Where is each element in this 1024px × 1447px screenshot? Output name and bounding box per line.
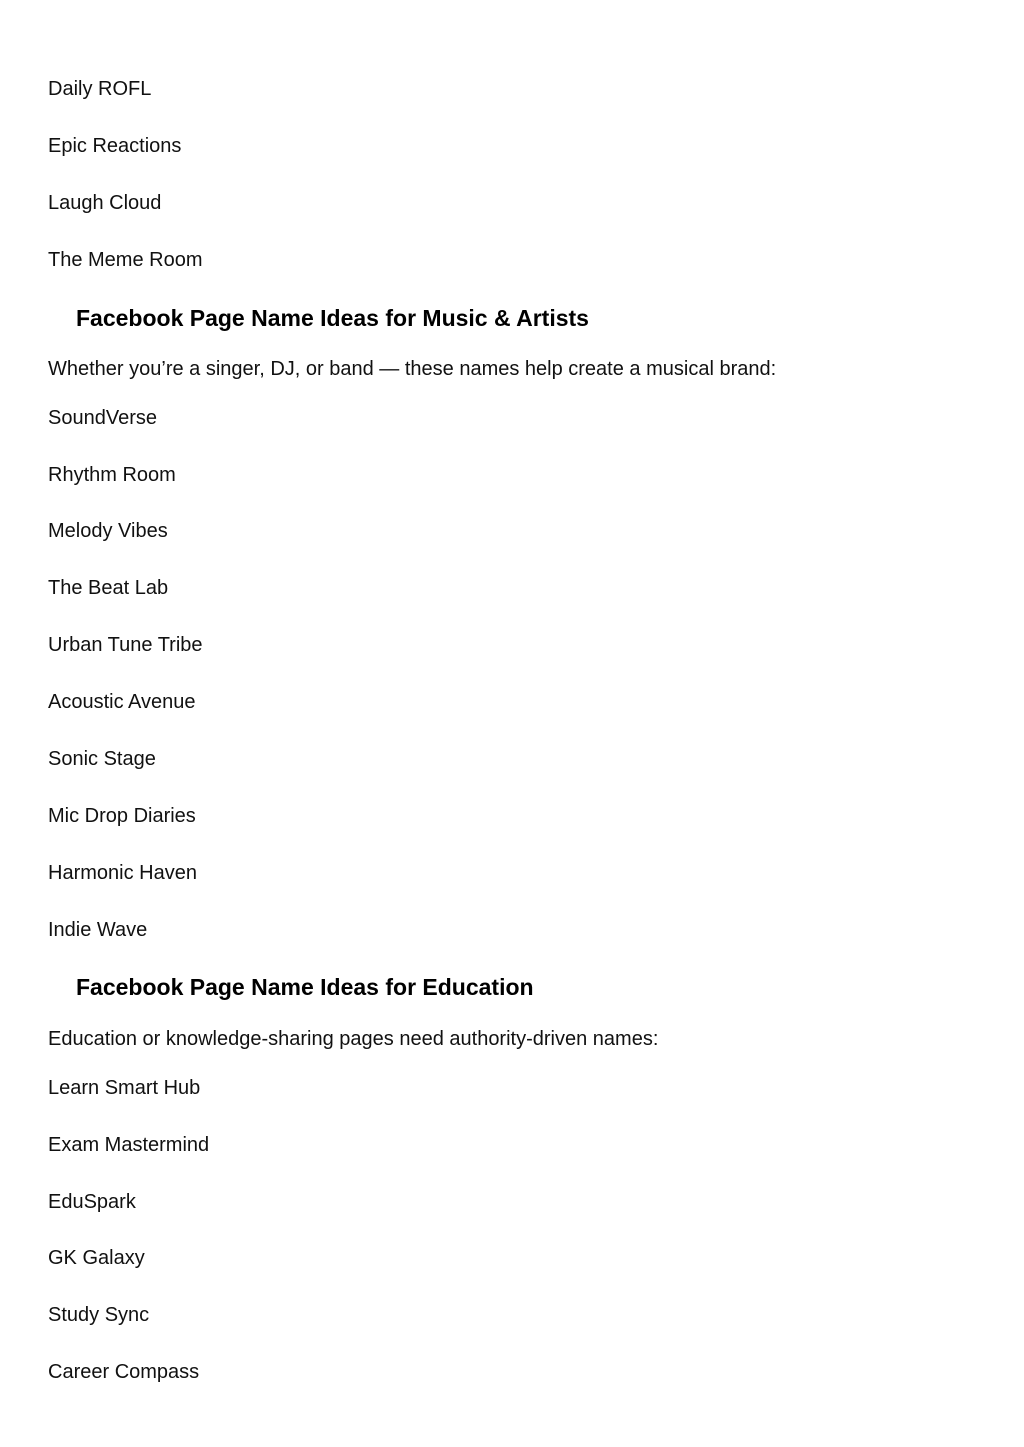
list-item: Laugh Cloud — [48, 192, 162, 214]
list-item: SoundVerse — [48, 407, 157, 429]
list-item: Rhythm Room — [48, 464, 176, 486]
list-item: Acoustic Avenue — [48, 691, 196, 713]
list-item: Daily ROFL — [48, 78, 152, 100]
list-item: Indie Wave — [48, 919, 148, 941]
section-heading-music: Facebook Page Name Ideas for Music & Artists — [76, 305, 589, 331]
list-item: Career Compass — [48, 1361, 200, 1383]
list-item: GK Galaxy — [48, 1247, 145, 1269]
list-item: The Beat Lab — [48, 577, 169, 599]
list-item: Melody Vibes — [48, 520, 168, 542]
list-item: The Meme Room — [48, 249, 203, 271]
section-heading-education: Facebook Page Name Ideas for Education — [76, 974, 534, 1000]
list-item: Sonic Stage — [48, 748, 156, 770]
list-item: Exam Mastermind — [48, 1134, 210, 1156]
list-item: Study Sync — [48, 1304, 150, 1326]
list-item: Harmonic Haven — [48, 862, 197, 884]
list-item: Mic Drop Diaries — [48, 805, 196, 827]
section-intro-music: Whether you’re a singer, DJ, or band — these names help create a musical brand: — [48, 358, 777, 380]
list-item: Epic Reactions — [48, 135, 182, 157]
list-item: Learn Smart Hub — [48, 1077, 201, 1099]
list-item: EduSpark — [48, 1191, 136, 1213]
list-item: Urban Tune Tribe — [48, 634, 203, 656]
section-intro-education: Education or knowledge-sharing pages need authority-driven names: — [48, 1028, 659, 1050]
